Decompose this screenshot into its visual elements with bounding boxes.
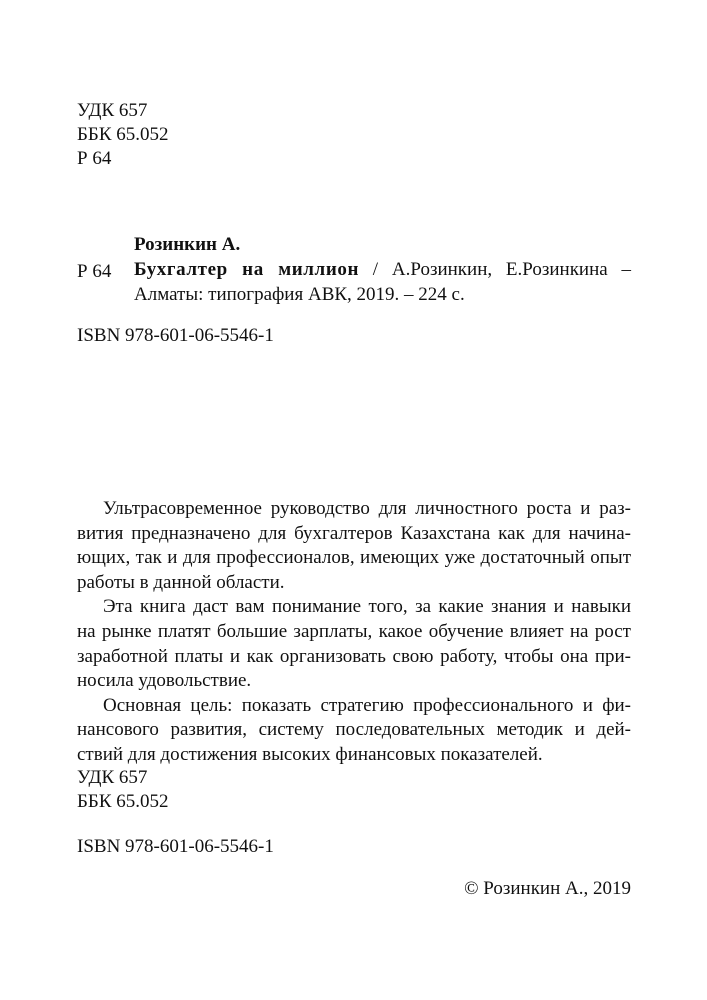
udk-code: УДК 657 — [77, 100, 148, 121]
bbk-code: ББК 65.052 — [77, 124, 169, 145]
copyright-notice: © Розинкин А., 2019 — [464, 878, 631, 899]
bibliographic-record — [134, 232, 631, 307]
author-mark: Р 64 — [77, 148, 112, 169]
annotation-line: ющих, так и для профессионалов, имеющих уже достаточный опыт — [77, 547, 631, 569]
annotation-line: Ультрасовременное руководство для личностного роста и раз- — [103, 498, 631, 519]
record-author-mark: Р 64 — [77, 261, 112, 282]
classification-codes-top — [77, 99, 169, 171]
author-name: Розинкин А. — [134, 234, 241, 255]
annotation-line: на рынке платят большие зарплаты, какое обучение влияет на рост — [77, 620, 631, 642]
annotation — [77, 497, 631, 768]
annotation-line: носила удовольствие. — [77, 670, 252, 692]
book-title: Бухгалтер на миллион — [134, 259, 360, 280]
annotation-line: нансового развития, систему последовательных методик и дей- — [77, 719, 631, 741]
udk-code: УДК 657 — [77, 767, 148, 788]
annotation-line: вития предназначено для бухгалтеров Казахстана как для начина- — [77, 522, 631, 544]
annotation-line: ствий для достижения высоких финансовых показателей. — [77, 743, 543, 765]
title-line — [134, 257, 631, 282]
annotation-line: Основная цель: показать стратегию профессионального и фи- — [103, 694, 631, 716]
annotation-line: работы в данной области. — [77, 571, 285, 593]
responsibility-statement: / А.Розинкин, Е.Розинкина – — [359, 259, 631, 280]
bbk-code: ББК 65.052 — [77, 791, 169, 812]
isbn-bottom: ISBN 978-601-06-5546-1 — [77, 836, 274, 857]
annotation-line: Эта книга даст вам понимание того, за какие знания и навыки — [103, 596, 631, 618]
isbn-top: ISBN 978-601-06-5546-1 — [77, 325, 274, 346]
annotation-line: заработной платы и как организовать свою работу, чтобы она при- — [77, 645, 631, 667]
classification-codes-bottom — [77, 766, 169, 814]
publication-info: Алматы: типография АВК, 2019. – 224 с. — [134, 284, 465, 305]
